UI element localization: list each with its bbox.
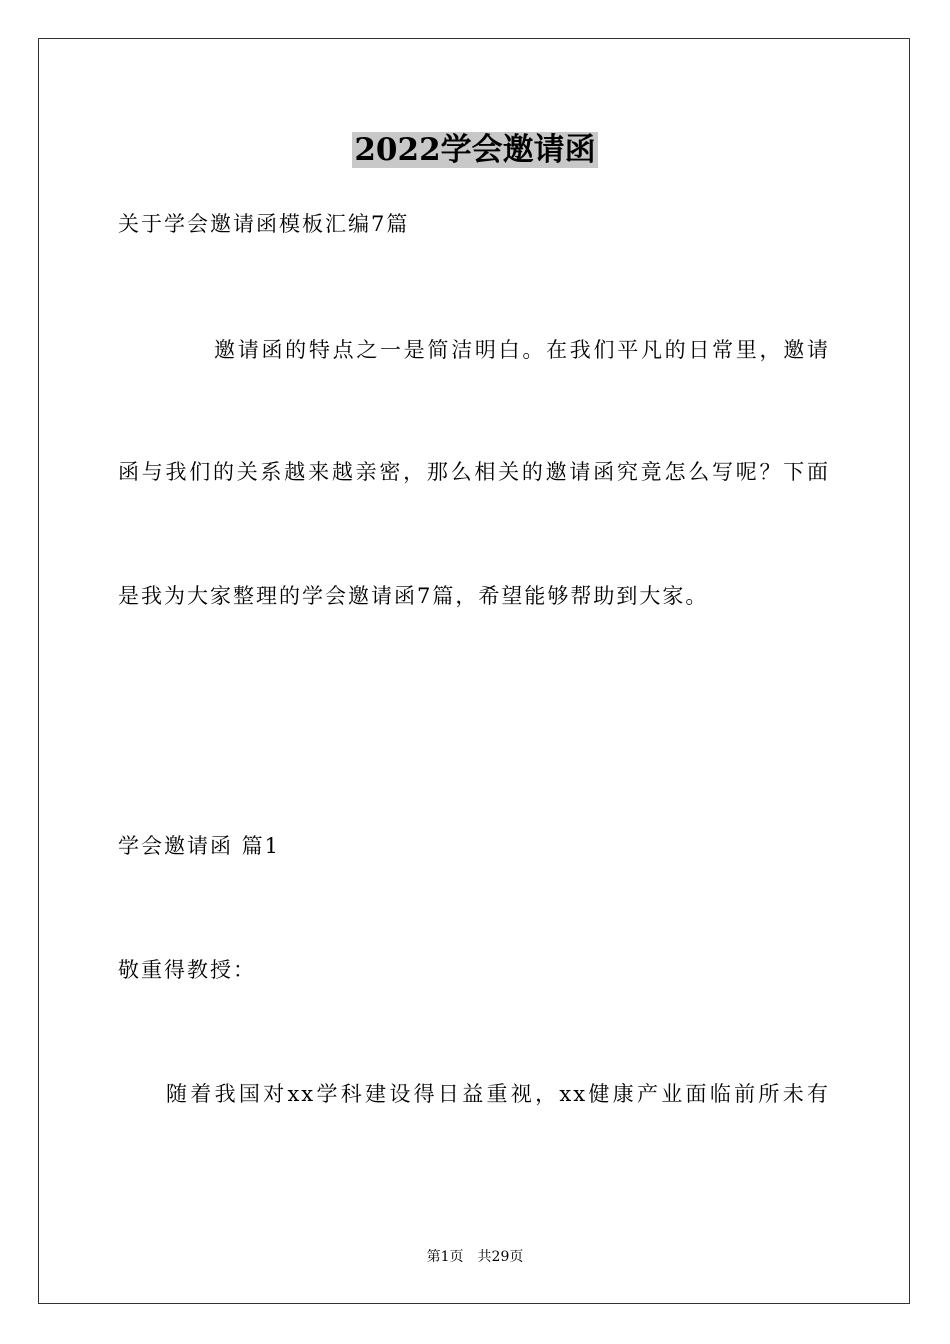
body-line-1: 随着我国对xx学科建设得日益重视，xx健康产业面临前所未有 — [166, 1082, 830, 1106]
document-subtitle: 关于学会邀请函模板汇编7篇 — [118, 212, 410, 236]
salutation: 敬重得教授： — [118, 958, 256, 982]
intro-line-2: 函与我们的关系越来越亲密，那么相关的邀请函究竟怎么写呢？下面 — [118, 460, 830, 484]
page-footer — [0, 1247, 950, 1267]
intro-line-1: 邀请函的特点之一是简洁明白。在我们平凡的日常里，邀请 — [214, 338, 830, 362]
page-number-total: 共29页 — [477, 1249, 524, 1265]
section-heading: 学会邀请函 篇1 — [118, 834, 281, 858]
page-number-current: 第1页 — [426, 1249, 464, 1265]
document-title — [0, 128, 950, 172]
intro-line-3: 是我为大家整理的学会邀请函7篇，希望能够帮助到大家。 — [118, 584, 709, 608]
document-title-text: 2022学会邀请函 — [354, 132, 596, 168]
